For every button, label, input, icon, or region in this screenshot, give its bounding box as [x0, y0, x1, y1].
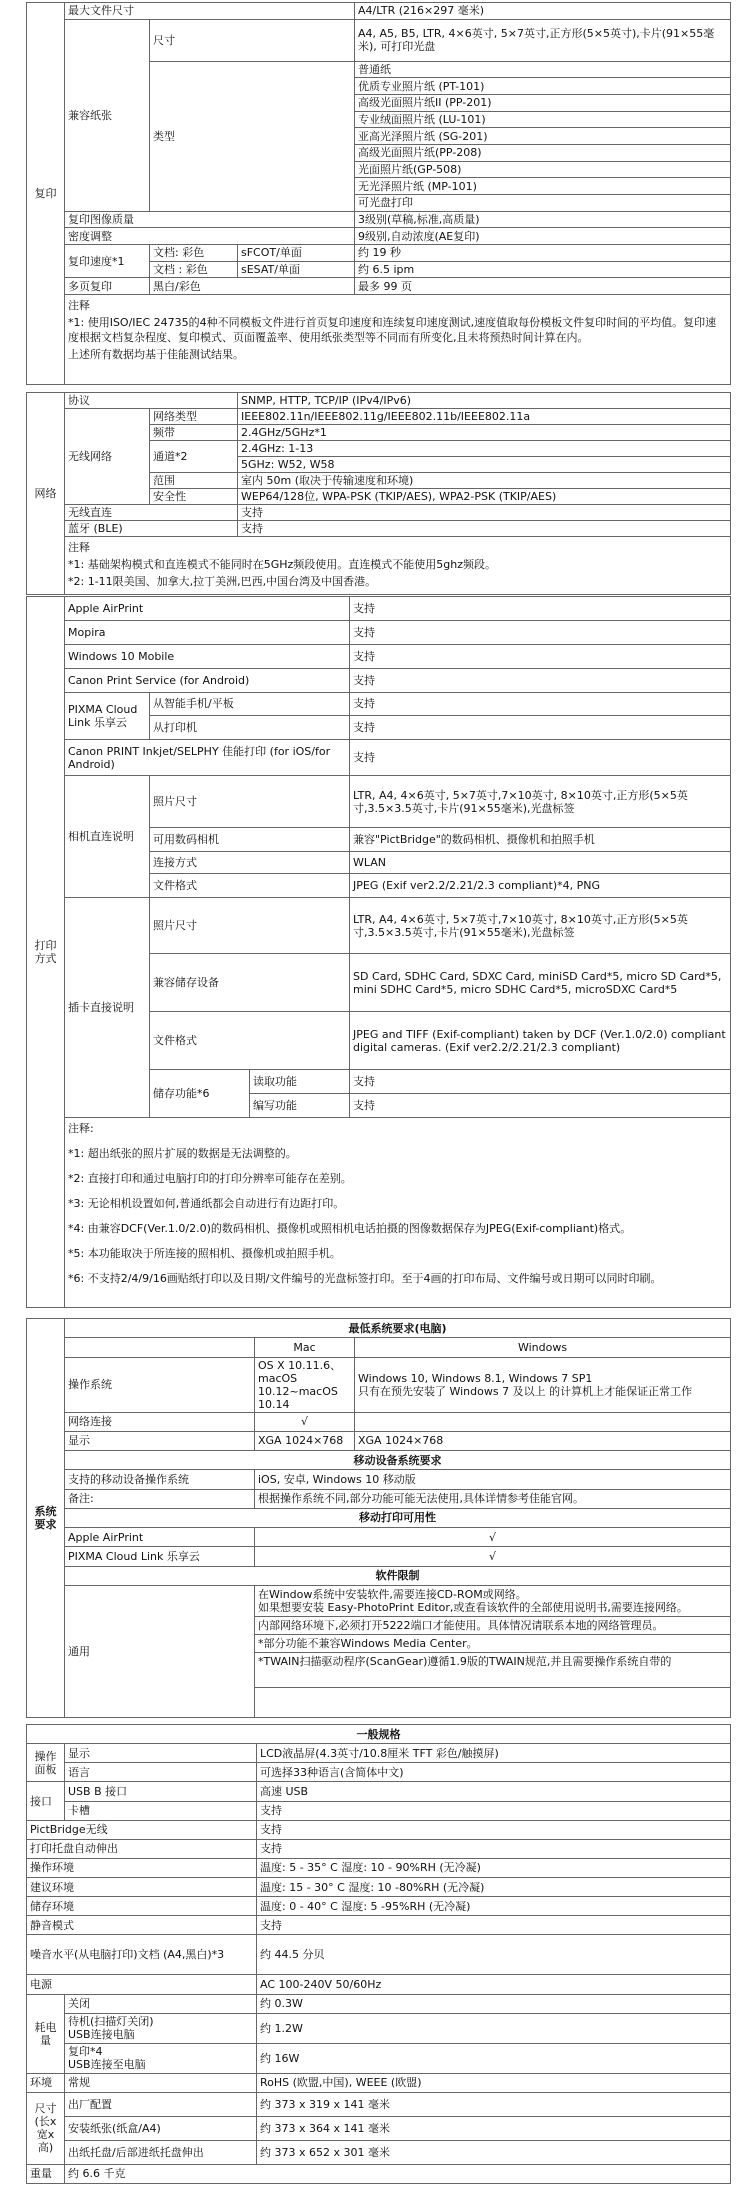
- density-label: 密度调整: [65, 228, 355, 245]
- display-win: XGA 1024×768: [355, 1431, 731, 1450]
- blank-cell: [255, 1688, 731, 1718]
- gen-key: 语言: [65, 1763, 257, 1782]
- paper-type: 光面照片纸(GP-508): [355, 161, 731, 178]
- gen-value: 约 373 x 652 x 301 毫米: [257, 2140, 731, 2164]
- print-key: 文件格式: [150, 1012, 350, 1070]
- speed-doc: 文档: 彩色: [150, 244, 238, 261]
- note-line: 注释:: [68, 1122, 94, 1135]
- copy-side-label: 复印: [27, 3, 65, 385]
- paper-size-value: A4, A5, B5, LTR, 4×6英寸, 5×7英寸,正方形(5×5英寸),卡片(91×55毫米), 可打印光盘: [355, 19, 731, 61]
- gen-key: 安装纸张(纸盒/A4): [65, 2116, 257, 2140]
- blank-cell: [65, 1338, 255, 1357]
- display-mac: XGA 1024×768: [255, 1431, 355, 1450]
- print-value: 支持: [350, 740, 731, 776]
- print-value: 兼容"PictBridge"的数码相机、摄像机和拍照手机: [350, 828, 731, 852]
- print-key: Canon Print Service (for Android): [65, 668, 350, 692]
- gen-value: 温度: 15 - 30° C 湿度: 10 -80%RH (无冷凝): [257, 1878, 731, 1897]
- system-side-label: 系统 要求: [27, 1319, 65, 1718]
- print-value: WLAN: [350, 852, 731, 874]
- gen-value: 约 0.3W: [257, 1994, 731, 2013]
- direct-value: 支持: [238, 505, 731, 521]
- gen-value: 支持: [257, 1801, 731, 1820]
- mobile-value: iOS, 安卓, Windows 10 移动版: [255, 1470, 731, 1489]
- print-value: SD Card, SDHC Card, SDXC Card, miniSD Card*5, micro SD Card*5, mini SDHC Card*5, micro SDHC Card*5, microSDXC Card*5: [350, 954, 731, 1012]
- gen-value: 可选择33种语言(含简体中文): [257, 1763, 731, 1782]
- note-line: *4: 由兼容DCF(Ver.1.0/2.0)的数码相机、摄像机或照相机电话拍摄的图像数据保存为JPEG(Exif-compliant)格式。: [68, 1222, 632, 1235]
- os-label: 操作系统: [65, 1357, 255, 1412]
- print-table: [26, 596, 731, 1308]
- ble-value: 支持: [238, 521, 731, 537]
- gen-key: 出纸托盘/后部进纸托盘伸出: [65, 2140, 257, 2164]
- paper-type: 高级光面照片纸II (PP-201): [355, 94, 731, 111]
- print-key: 读取功能: [250, 1070, 350, 1094]
- windows-header: Windows: [355, 1338, 731, 1357]
- gen-value: 温度: 5 - 35° C 湿度: 10 - 90%RH (无冷凝): [257, 1858, 731, 1877]
- note-line: *1: 超出纸张的照片扩展的数据是无法调整的。: [68, 1147, 297, 1160]
- gen-key: 显示: [65, 1744, 257, 1763]
- paper-type: 普通纸: [355, 61, 731, 78]
- ble-label: 蓝牙 (BLE): [65, 521, 238, 537]
- wifi-key: 频带: [150, 425, 238, 441]
- general-table: [26, 1724, 731, 2184]
- note-line: *1: 基础架构模式和直连模式不能同时在5GHz频段使用。直连模式不能使用5ghz频段。: [68, 558, 496, 571]
- wifi-key: 范围: [150, 473, 238, 489]
- gen-value: 约 1.2W: [257, 2013, 731, 2043]
- paper-type: 专业绒面照片纸 (LU-101): [355, 111, 731, 128]
- gen-value: 支持: [257, 1820, 731, 1839]
- protocol-label: 协议: [65, 393, 238, 409]
- channel-value: 5GHz: W52, W58: [238, 457, 731, 473]
- speed-value: 约 19 秒: [355, 244, 731, 261]
- power-label: 耗电 量: [27, 1994, 65, 2073]
- gen-value: 约 373 x 364 x 141 毫米: [257, 2116, 731, 2140]
- sw-line: 在Window系统中安装软件,需要连接CD-ROM或网络。 如果想要安装 Easy-PhotoPrint Editor,或查看该软件的全部使用说明书,需要连接网络。: [255, 1586, 730, 1617]
- mac-header: Mac: [255, 1338, 355, 1357]
- gen-key: 储存环境: [27, 1897, 257, 1916]
- gen-key: 操作环境: [27, 1858, 257, 1877]
- note-line: *1: 使用ISO/IEC 24735的4种不同模板文件进行首页复印速度和连续复印速度测试,速度值取每份模板文件复印时间的平均值。复印速度根据文档复杂程度、复印模式、页面覆盖率、使用纸张类型等不同而有所变化,且未将预热时间计算在内。: [68, 316, 717, 344]
- pc-requirements-title: 最低系统要求(电脑): [65, 1319, 731, 1338]
- wifi-value: 室内 50m (取决于传输速度和环境): [238, 473, 731, 489]
- software-note: [255, 1586, 731, 1688]
- gen-key: 复印*4 USB连接至电脑: [65, 2043, 257, 2073]
- protocol-value: SNMP, HTTP, TCP/IP (IPv4/IPv6): [238, 393, 731, 409]
- network-table: [26, 392, 731, 595]
- paper-type: 亚高光泽照片纸 (SG-201): [355, 128, 731, 145]
- max-size-label: 最大文件尺寸: [65, 3, 355, 20]
- gen-key: 待机(扫描灯关闭) USB连接电脑: [65, 2013, 257, 2043]
- env-label: 环境: [27, 2073, 65, 2092]
- multi-label: 多页复印: [65, 278, 150, 295]
- gen-value: 约 44.5 分贝: [257, 1935, 731, 1975]
- print-value: LTR, A4, 4×6英寸, 5×7英寸,7×10英寸, 8×10英寸,正方形(5×5英寸,3.5×3.5英寸,卡片(91×55毫米),光盘标签: [350, 776, 731, 828]
- gen-key: 静音模式: [27, 1916, 257, 1935]
- print-key: Canon PRINT Inkjet/SELPHY 佳能打印 (for iOS/for Android): [65, 740, 350, 776]
- interface-label: 接口: [27, 1782, 65, 1820]
- print-side-label: 打印 方式: [27, 597, 65, 1308]
- density-value: 9级别,自动浓度(AE复印): [355, 228, 731, 245]
- paper-type: 优质专业照片纸 (PT-101): [355, 78, 731, 95]
- note-line: *2: 1-11限美国、加拿大,拉丁美洲,巴西,中国台湾及中国香港。: [68, 575, 377, 588]
- note-line: 注释: [68, 541, 90, 554]
- wifi-value: WEP64/128位, WPA-PSK (TKIP/AES), WPA2-PSK (TKIP/AES): [238, 489, 731, 505]
- paper-size-label: 尺寸: [150, 19, 355, 61]
- print-app-key: Apple AirPrint: [65, 1528, 255, 1547]
- gen-key: 电源: [27, 1975, 257, 1994]
- general-label: 通用: [65, 1586, 255, 1718]
- system-table: [26, 1318, 731, 1718]
- mobile-requirements-title: 移动设备系统要求: [65, 1451, 731, 1470]
- print-value: JPEG and TIFF (Exif-compliant) taken by DCF (Ver.1.0/2.0) compliant digital cameras. (Exif ver2.2/2.21/2.3 compliant): [350, 1012, 731, 1070]
- print-key: 连接方式: [150, 852, 350, 874]
- panel-label: 操作 面板: [27, 1744, 65, 1782]
- mobile-key: 备注:: [65, 1489, 255, 1508]
- wifi-key: 安全性: [150, 489, 238, 505]
- print-key: 照片尺寸: [150, 898, 350, 954]
- print-key: 可用数码相机: [150, 828, 350, 852]
- copy-notes: [65, 295, 731, 385]
- multi-mode: 黑白/彩色: [150, 278, 355, 295]
- print-key: 照片尺寸: [150, 776, 350, 828]
- wifi-value: IEEE802.11n/IEEE802.11g/IEEE802.11b/IEEE802.11a: [238, 409, 731, 425]
- gen-value: AC 100-240V 50/60Hz: [257, 1975, 731, 1994]
- print-value: 支持: [350, 620, 731, 644]
- channel-label: 通道*2: [150, 441, 238, 473]
- print-key: Windows 10 Mobile: [65, 644, 350, 668]
- note-line: 上述所有数据均基于佳能测试结果。: [68, 348, 244, 361]
- weight-label: 重量: [27, 2164, 65, 2183]
- wifi-key: 网络类型: [150, 409, 238, 425]
- note-line: 注释: [68, 299, 90, 312]
- speed-value: 约 6.5 ipm: [355, 261, 731, 278]
- note-line: *5: 本功能取决于所连接的照相机、摄像机或拍照手机。: [68, 1247, 341, 1260]
- note-line: *3: 无论相机设置如何,普通纸都会自动进行有边距打印。: [68, 1197, 345, 1210]
- gen-key: 卡槽: [65, 1801, 257, 1820]
- print-key: Mopira: [65, 620, 350, 644]
- pixma-label: PIXMA Cloud Link 乐享云: [65, 692, 150, 740]
- display-label: 显示: [65, 1431, 255, 1450]
- network-label: 网络连接: [65, 1412, 255, 1431]
- paper-type-label: 类型: [150, 61, 355, 211]
- quality-value: 3级别(草稿,标准,高质量): [355, 211, 731, 228]
- paper-type: 可光盘打印: [355, 194, 731, 211]
- software-limits-title: 软件限制: [65, 1566, 731, 1585]
- speed-mode: sESAT/单面: [238, 261, 355, 278]
- print-key: 文件格式: [150, 874, 350, 898]
- speed-label: 复印速度*1: [65, 244, 150, 277]
- gen-key: 建议环境: [27, 1878, 257, 1897]
- copy-table: [26, 2, 731, 385]
- gen-value: 支持: [257, 1839, 731, 1858]
- dimension-label: 尺寸 (长x 宽x 高): [27, 2092, 65, 2164]
- print-key: 兼容储存设备: [150, 954, 350, 1012]
- print-app-check: √: [255, 1547, 731, 1566]
- gen-value: 支持: [257, 1916, 731, 1935]
- sw-line: *部分功能不兼容Windows Media Center。: [255, 1635, 730, 1653]
- network-notes: [65, 537, 731, 595]
- print-value: 支持: [350, 692, 731, 716]
- gen-key: 出厂配置: [65, 2092, 257, 2116]
- sw-line: *TWAIN扫描驱动程序(ScanGear)遵循1.9版的TWAIN规范,并且需要操作系统自带的: [258, 1655, 672, 1668]
- gen-value: 温度: 0 - 40° C 湿度: 5 -95%RH (无冷凝): [257, 1897, 731, 1916]
- gen-value: 约 373 x 319 x 141 毫米: [257, 2092, 731, 2116]
- general-spec-title: 一般规格: [27, 1725, 731, 1744]
- print-value: LTR, A4, 4×6英寸, 5×7英寸,7×10英寸, 8×10英寸,正方形(5×5英寸,3.5×3.5英寸,卡片(91×55毫米),光盘标签: [350, 898, 731, 954]
- mobile-print-title: 移动打印可用性: [65, 1508, 731, 1527]
- speed-doc: 文档 : 彩色: [150, 261, 238, 278]
- print-key: 编写功能: [250, 1094, 350, 1118]
- sw-line: 内部网络环境下,必须打开5222端口才能使用。具体情况请联系本地的网络管理员。: [255, 1617, 730, 1635]
- gen-key: 关闭: [65, 1994, 257, 2013]
- os-win: Windows 10, Windows 8.1, Windows 7 SP1 只有在预先安装了 Windows 7 及以上 的计算机上才能保证正常工作: [355, 1357, 731, 1412]
- speed-mode: sFCOT/单面: [238, 244, 355, 261]
- gen-key: USB B 接口: [65, 1782, 257, 1801]
- print-value: 支持: [350, 1094, 731, 1118]
- multi-value: 最多 99 页: [355, 278, 731, 295]
- print-value: JPEG (Exif ver2.2/2.21/2.3 compliant)*4, PNG: [350, 874, 731, 898]
- mobile-key: 支持的移动设备操作系统: [65, 1470, 255, 1489]
- print-key: 从智能手机/平板: [150, 692, 350, 716]
- print-value: 支持: [350, 716, 731, 740]
- camera-label: 相机直连说明: [65, 776, 150, 898]
- max-size-value: A4/LTR (216×297 毫米): [355, 3, 731, 20]
- gen-key: PictBridge无线: [27, 1820, 257, 1839]
- wifi-value: 2.4GHz/5GHz*1: [238, 425, 731, 441]
- network-side-label: 网络: [27, 393, 65, 595]
- card-label: 插卡直接说明: [65, 898, 150, 1118]
- gen-key: 打印托盘自动伸出: [27, 1839, 257, 1858]
- print-app-check: √: [255, 1528, 731, 1547]
- channel-value: 2.4GHz: 1-13: [238, 441, 731, 457]
- print-value: 支持: [350, 597, 731, 621]
- gen-key: 噪音水平(从电脑打印)文档 (A4,黑白)*3: [27, 1935, 257, 1975]
- os-mac: OS X 10.11.6、macOS 10.12~macOS 10.14: [255, 1357, 355, 1412]
- wireless-label: 无线网络: [65, 409, 150, 505]
- network-check: √: [255, 1412, 355, 1431]
- paper-type: 无光泽照片纸 (MP-101): [355, 178, 731, 195]
- gen-key: 常规: [65, 2073, 257, 2092]
- note-line: *6: 不支持2/4/9/16画贴纸打印以及日期/文件编号的光盘标签打印。至于4画的打印布局、文件编号或日期可以同时印刷。: [68, 1272, 662, 1285]
- print-key: Apple AirPrint: [65, 597, 350, 621]
- gen-value: 高速 USB: [257, 1782, 731, 1801]
- quality-label: 复印图像质量: [65, 211, 355, 228]
- print-value: 支持: [350, 644, 731, 668]
- gen-value: RoHS (欧盟,中国), WEEE (欧盟): [257, 2073, 731, 2092]
- paper-type: 高级光面照片纸(PP-208): [355, 144, 731, 161]
- print-value: 支持: [350, 668, 731, 692]
- blank-cell: [355, 1412, 731, 1431]
- print-notes: [65, 1118, 731, 1308]
- note-line: *2: 直接打印和通过电脑打印的打印分辨率可能存在差别。: [68, 1172, 352, 1185]
- gen-value: LCD液晶屏(4.3英寸/10.8厘米 TFT 彩色/触摸屏): [257, 1744, 731, 1763]
- storage-label: 储存功能*6: [150, 1070, 250, 1118]
- gen-value: 约 16W: [257, 2043, 731, 2073]
- print-value: 支持: [350, 1070, 731, 1094]
- compat-paper-label: 兼容纸张: [65, 19, 150, 211]
- print-app-key: PIXMA Cloud Link 乐享云: [65, 1547, 255, 1566]
- direct-label: 无线直连: [65, 505, 238, 521]
- gen-value: 约 6.6 千克: [65, 2164, 731, 2183]
- print-key: 从打印机: [150, 716, 350, 740]
- mobile-value: 根据操作系统不同,部分功能可能无法使用,具体详情参考佳能官网。: [255, 1489, 731, 1508]
